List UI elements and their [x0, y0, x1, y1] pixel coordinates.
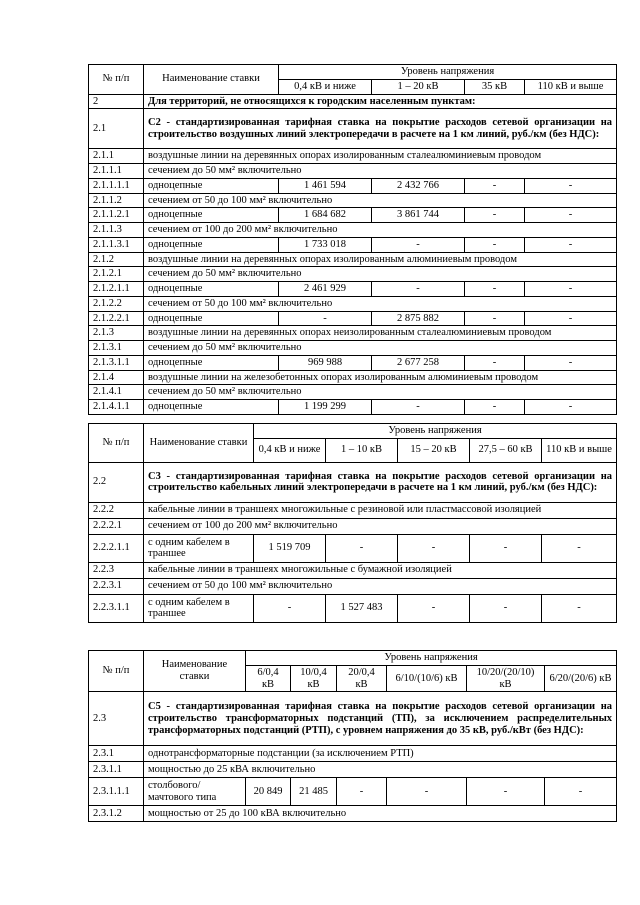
rate-value: -	[470, 534, 542, 562]
group-row	[89, 296, 617, 311]
rate-value: -	[398, 594, 470, 622]
row-no: 2.3.1.2	[89, 806, 144, 822]
row-no: 2.2.3	[89, 562, 144, 578]
row-text: сечением от 50 до 100 мм² включительно	[144, 193, 617, 208]
rate-value: -	[372, 400, 465, 415]
row-no: 2.1.2.1.1	[89, 282, 144, 297]
header-voltage: 20/0,4 кВ	[337, 665, 387, 692]
header-voltage: 27,5 – 60 кВ	[470, 438, 542, 462]
row-text: сечением до 50 мм² включительно	[144, 341, 617, 356]
group-row	[89, 193, 617, 208]
group-row	[89, 164, 617, 179]
row-text: мощностью до 25 кВА включительно	[144, 762, 617, 778]
row-label: с одним кабелем в траншее	[144, 534, 254, 562]
rate-value: -	[525, 208, 617, 223]
rate-row	[89, 778, 617, 806]
header-name: Наименование ставки	[144, 65, 279, 95]
rate-value: 1 519 709	[254, 534, 326, 562]
header-no: № п/п	[89, 65, 144, 95]
rate-row	[89, 208, 617, 223]
row-no: 2.1.1.2	[89, 193, 144, 208]
row-no: 2.1.1.1	[89, 164, 144, 179]
group-row	[89, 223, 617, 238]
rate-row	[89, 178, 617, 193]
header-voltage: 6/20/(20/6) кВ	[545, 665, 617, 692]
group-row	[89, 252, 617, 267]
group-row	[89, 762, 617, 778]
group-row	[89, 562, 617, 578]
header-voltage: 0,4 кВ и ниже	[254, 438, 326, 462]
rate-value: -	[465, 178, 525, 193]
group-row	[89, 149, 617, 164]
rate-row	[89, 400, 617, 415]
rate-value: -	[525, 178, 617, 193]
row-no: 2.3.1	[89, 746, 144, 762]
rate-value: -	[465, 400, 525, 415]
row-text: воздушные линии на деревянных опорах изолированным сталеалюминиевым проводом	[144, 149, 617, 164]
table-c5-substations	[88, 650, 617, 822]
rate-value: 3 861 744	[372, 208, 465, 223]
rate-value: -	[525, 355, 617, 370]
rate-value: -	[545, 778, 617, 806]
header-no: № п/п	[89, 651, 144, 692]
rate-value: -	[337, 778, 387, 806]
row-no: 2.3	[89, 692, 144, 746]
rate-value: -	[398, 534, 470, 562]
rate-value: -	[465, 208, 525, 223]
header-voltage-level: Уровень напряжения	[279, 65, 617, 80]
row-no: 2.2.3.1.1	[89, 594, 144, 622]
rate-value: 969 988	[279, 355, 372, 370]
rate-value: -	[525, 400, 617, 415]
row-text: сечением от 50 до 100 мм² включительно	[144, 296, 617, 311]
header-voltage: 0,4 кВ и ниже	[279, 79, 372, 94]
rate-title: С2 - стандартизированная тарифная ставка на покрытие расходов сетевой организации на строительство воздушных линий электропередачи в расчете на 1 км линий, руб./км (без НДС):	[144, 109, 617, 149]
rate-value: -	[387, 778, 467, 806]
rate-value: -	[372, 282, 465, 297]
rate-value: -	[326, 534, 398, 562]
header-voltage: 6/10/(10/6) кВ	[387, 665, 467, 692]
rate-value: 2 432 766	[372, 178, 465, 193]
table-c3-cable-lines	[88, 423, 617, 623]
row-no: 2.1.1.2.1	[89, 208, 144, 223]
rate-value: 1 461 594	[279, 178, 372, 193]
row-text: сечением от 50 до 100 мм² включительно	[144, 578, 617, 594]
header-voltage: 6/0,4 кВ	[246, 665, 291, 692]
rate-value: -	[372, 237, 465, 252]
row-label: одноцепные	[144, 237, 279, 252]
row-no: 2.3.1.1	[89, 762, 144, 778]
group-row	[89, 341, 617, 356]
row-no: 2.3.1.1.1	[89, 778, 144, 806]
row-no: 2.1.4	[89, 370, 144, 385]
header-voltage: 10/0,4 кВ	[291, 665, 337, 692]
row-no: 2.1.1.3	[89, 223, 144, 238]
rate-value: 1 684 682	[279, 208, 372, 223]
rate-value: 1 527 483	[326, 594, 398, 622]
row-label: одноцепные	[144, 178, 279, 193]
row-no: 2.1.2.2.1	[89, 311, 144, 326]
header-no: № п/п	[89, 424, 144, 463]
rate-value: -	[465, 237, 525, 252]
rate-row	[89, 355, 617, 370]
row-no: 2.2.2.1.1	[89, 534, 144, 562]
row-text: кабельные линии в траншеях многожильные с бумажной изоляцией	[144, 562, 617, 578]
section-title: Для территорий, не относящихся к городским населенным пунктам:	[144, 94, 617, 109]
rate-row	[89, 594, 617, 622]
rate-value: 2 677 258	[372, 355, 465, 370]
group-row	[89, 385, 617, 400]
rate-value: -	[465, 311, 525, 326]
rate-value: 21 485	[291, 778, 337, 806]
row-text: однотрансформаторные подстанции (за исключением РТП)	[144, 746, 617, 762]
row-no: 2.2.3.1	[89, 578, 144, 594]
row-no: 2.1.2.1	[89, 267, 144, 282]
header-voltage: 1 – 20 кВ	[372, 79, 465, 94]
row-no: 2.1.3.1	[89, 341, 144, 356]
row-no: 2.2.2.1	[89, 518, 144, 534]
group-row	[89, 518, 617, 534]
rate-value: -	[470, 594, 542, 622]
rate-value: 2 875 882	[372, 311, 465, 326]
rate-value: 1 733 018	[279, 237, 372, 252]
row-no: 2	[89, 94, 144, 109]
rate-value: -	[525, 237, 617, 252]
row-no: 2.1.2.2	[89, 296, 144, 311]
row-text: воздушные линии на железобетонных опорах изолированным алюминиевым проводом	[144, 370, 617, 385]
rate-value: -	[254, 594, 326, 622]
row-no: 2.1.4.1	[89, 385, 144, 400]
row-text: кабельные линии в траншеях многожильные с резиновой или пластмассовой изоляцией	[144, 502, 617, 518]
row-text: мощностью от 25 до 100 кВА включительно	[144, 806, 617, 822]
group-row	[89, 267, 617, 282]
rate-title: С3 - стандартизированная тарифная ставка на покрытие расходов сетевой организации на строительство кабельных линий электропередачи в расчете на 1 км линий, руб./км (без НДС):	[144, 462, 617, 502]
rate-value: 2 461 929	[279, 282, 372, 297]
group-row	[89, 370, 617, 385]
row-no: 2.1.3	[89, 326, 144, 341]
row-label: одноцепные	[144, 355, 279, 370]
row-no: 2.1.1	[89, 149, 144, 164]
row-no: 2.1.4.1.1	[89, 400, 144, 415]
row-no: 2.1.3.1.1	[89, 355, 144, 370]
table-c2-overhead-lines	[88, 64, 617, 415]
rate-value: -	[465, 282, 525, 297]
row-text: воздушные линии на деревянных опорах изолированным алюминиевым проводом	[144, 252, 617, 267]
row-no: 2.1.1.1.1	[89, 178, 144, 193]
header-voltage-level: Уровень напряжения	[254, 424, 617, 439]
rate-value: -	[467, 778, 545, 806]
row-no: 2.1.1.3.1	[89, 237, 144, 252]
header-voltage: 15 – 20 кВ	[398, 438, 470, 462]
rate-value: -	[465, 355, 525, 370]
row-no: 2.2	[89, 462, 144, 502]
rate-row	[89, 311, 617, 326]
rate-row	[89, 237, 617, 252]
row-no: 2.1.2	[89, 252, 144, 267]
header-voltage: 110 кВ и выше	[525, 79, 617, 94]
header-voltage: 110 кВ и выше	[542, 438, 617, 462]
row-label: одноцепные	[144, 208, 279, 223]
row-text: сечением от 100 до 200 мм² включительно	[144, 518, 617, 534]
header-name: Наименование ставки	[144, 651, 246, 692]
row-label: одноцепные	[144, 282, 279, 297]
group-row	[89, 326, 617, 341]
row-text: сечением до 50 мм² включительно	[144, 267, 617, 282]
header-name: Наименование ставки	[144, 424, 254, 463]
row-text: сечением до 50 мм² включительно	[144, 164, 617, 179]
rate-value: -	[525, 282, 617, 297]
row-text: воздушные линии на деревянных опорах неизолированным сталеалюминиевым проводом	[144, 326, 617, 341]
row-no: 2.2.2	[89, 502, 144, 518]
row-label: с одним кабелем в траншее	[144, 594, 254, 622]
rate-value: 20 849	[246, 778, 291, 806]
rate-title: С5 - стандартизированная тарифная ставка на покрытие расходов сетевой организации на строительство трансформаторных подстанций (ТП), за исключением распределительных трансформаторных подстанций (РТП), с уровнем напряжения до 35 кВ, руб./кВт (без НДС):	[144, 692, 617, 746]
rate-row	[89, 282, 617, 297]
row-text: сечением от 100 до 200 мм² включительно	[144, 223, 617, 238]
row-no: 2.1	[89, 109, 144, 149]
rate-row	[89, 534, 617, 562]
row-label: одноцепные	[144, 400, 279, 415]
row-text: сечением до 50 мм² включительно	[144, 385, 617, 400]
row-label: столбового/ мачтового типа	[144, 778, 246, 806]
header-voltage: 10/20/(20/10) кВ	[467, 665, 545, 692]
rate-value: -	[542, 594, 617, 622]
row-label: одноцепные	[144, 311, 279, 326]
header-voltage: 35 кВ	[465, 79, 525, 94]
group-row	[89, 746, 617, 762]
rate-value: -	[542, 534, 617, 562]
rate-value: -	[525, 311, 617, 326]
rate-value: 1 199 299	[279, 400, 372, 415]
group-row	[89, 502, 617, 518]
header-voltage: 1 – 10 кВ	[326, 438, 398, 462]
rate-value: -	[279, 311, 372, 326]
group-row	[89, 806, 617, 822]
group-row	[89, 578, 617, 594]
header-voltage-level: Уровень напряжения	[246, 651, 617, 666]
